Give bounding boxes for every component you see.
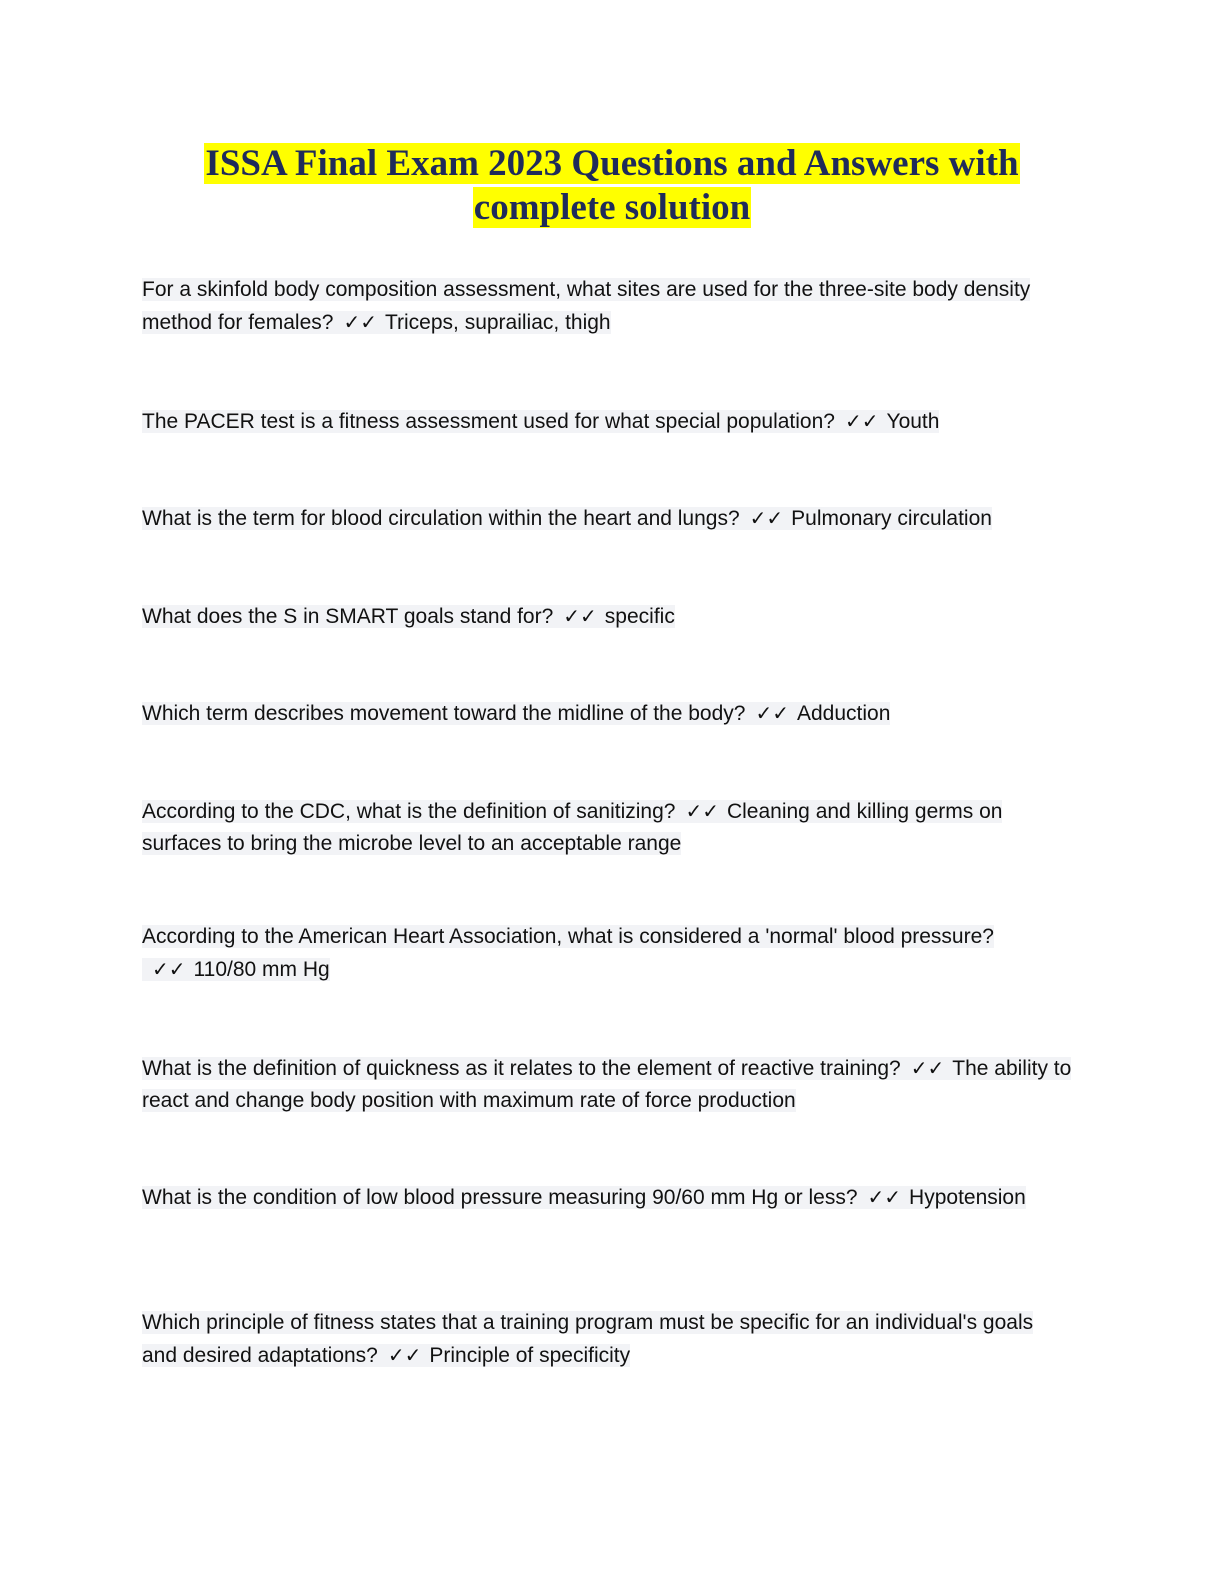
question-text: For a skinfold body composition assessment, what sites are used for the three-site body density method for females?: [142, 278, 1031, 334]
document-title: [0, 142, 1224, 230]
qa-item-5: [142, 697, 1072, 730]
double-check-icon: ✓✓: [343, 310, 377, 334]
question-text: What does the S in SMART goals stand for?: [142, 605, 554, 628]
qa-item-4: [142, 600, 1072, 633]
double-check-icon: ✓✓: [844, 409, 879, 433]
double-check-icon: ✓✓: [685, 799, 719, 823]
answer-text: Pulmonary circulation: [791, 507, 992, 530]
question-text: The PACER test is a fitness assessment used for what special population?: [142, 410, 835, 433]
title-line-1: ISSA Final Exam 2023 Questions and Answers with: [205, 143, 1019, 184]
double-check-icon: ✓✓: [755, 701, 789, 725]
answer-text: Cleaning and killing germs on surfaces to bring the microbe level to an acceptable range: [142, 800, 1003, 855]
double-check-icon: ✓✓: [152, 957, 186, 981]
question-text: According to the CDC, what is the definition of sanitizing?: [142, 800, 676, 823]
answer-text: specific: [604, 605, 675, 628]
double-check-icon: ✓✓: [910, 1056, 945, 1080]
answer-text: Adduction: [796, 702, 891, 725]
answer-text: 110/80 mm Hg: [193, 958, 330, 981]
double-check-icon: ✓✓: [387, 1343, 422, 1367]
question-text: What is the term for blood circulation within the heart and lungs?: [142, 507, 740, 530]
question-text: Which principle of fitness states that a training program must be specific for an individual's goals and desired adaptations?: [142, 1311, 1034, 1367]
question-text: What is the definition of quickness as it relates to the element of reactive training?: [142, 1057, 901, 1080]
answer-text: The ability to react and change body position with maximum rate of force production: [142, 1057, 1072, 1112]
question-text: According to the American Heart Association, what is considered a 'normal' blood pressure?: [142, 925, 994, 948]
double-check-icon: ✓✓: [563, 604, 597, 628]
qa-item-6: [142, 795, 1072, 860]
question-text: Which term describes movement toward the midline of the body?: [142, 702, 746, 725]
answer-text: Hypotension: [909, 1186, 1026, 1209]
qa-item-1: [142, 274, 1072, 339]
qa-item-8: [142, 1052, 1072, 1117]
answer-text: Triceps, suprailiac, thigh: [384, 311, 611, 334]
qa-item-9: [142, 1181, 1072, 1214]
question-text: What is the condition of low blood pressure measuring 90/60 mm Hg or less?: [142, 1186, 858, 1209]
qa-item-10: [142, 1307, 1072, 1372]
answer-text: Principle of specificity: [429, 1344, 631, 1367]
double-check-icon: ✓✓: [867, 1185, 902, 1209]
qa-item-2: [142, 405, 1072, 438]
double-check-icon: ✓✓: [749, 506, 784, 530]
qa-item-7: [142, 921, 1072, 986]
qa-item-3: [142, 502, 1072, 535]
answer-text: Youth: [886, 410, 940, 433]
title-line-2: complete solution: [473, 187, 751, 228]
